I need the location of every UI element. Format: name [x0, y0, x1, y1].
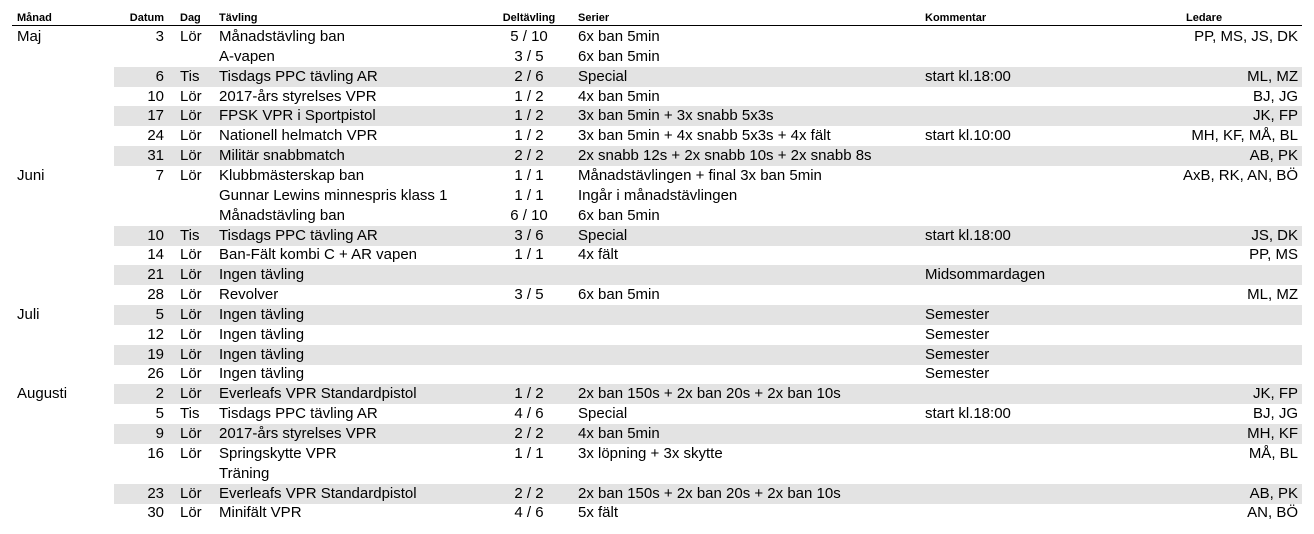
cell-kommentar: start kl.18:00 — [925, 67, 1011, 85]
cell-tavling: 2017-års styrelses VPR — [219, 425, 377, 442]
cell-dag: Lör — [180, 425, 202, 442]
cell-ledare — [1108, 364, 1298, 384]
cell-kommentar: start kl.10:00 — [925, 127, 1011, 145]
month-label: Juni — [17, 166, 45, 184]
table-row — [114, 166, 1302, 186]
table-row — [114, 503, 1302, 523]
cell-datum: 3 — [155, 28, 164, 45]
cell-datum: 7 — [155, 166, 164, 184]
cell-deltavling — [496, 265, 562, 285]
cell-tavling: Gunnar Lewins minnespris klass 1 — [219, 186, 448, 204]
cell-serier: 4x ban 5min — [578, 87, 660, 105]
cell-serier — [578, 464, 923, 484]
cell-datum: 19 — [147, 345, 164, 363]
cell-deltavling — [496, 325, 562, 345]
table-row — [114, 186, 1302, 206]
cell-tavling: Tisdags PPC tävling AR — [219, 67, 378, 85]
cell-tavling: Träning — [219, 464, 270, 482]
cell-serier — [578, 265, 923, 285]
cell-dag: Tis — [180, 226, 200, 244]
cell-deltavling: 1 / 2 — [514, 385, 544, 403]
table-row — [114, 206, 1302, 226]
cell-ledare: JK, FP — [1252, 107, 1298, 125]
cell-serier — [578, 345, 923, 365]
header-manad: Månad — [17, 12, 52, 24]
cell-deltavling: 1 / 1 — [514, 186, 544, 204]
cell-dag — [180, 206, 220, 226]
cell-kommentar — [925, 166, 1125, 186]
cell-dag: Lör — [180, 166, 202, 184]
cell-ledare: AxB, RK, AN, BÖ — [1182, 166, 1298, 184]
cell-deltavling: 4 / 6 — [514, 504, 544, 522]
cell-serier: 4x fält — [578, 246, 619, 264]
table-row — [114, 226, 1302, 246]
cell-ledare: AB, PK — [1249, 484, 1298, 502]
header-divider — [12, 25, 1302, 26]
cell-ledare: MH, KF — [1247, 425, 1298, 442]
cell-ledare — [1108, 345, 1298, 365]
cell-datum: 12 — [147, 325, 164, 343]
cell-datum — [114, 206, 164, 226]
table-row — [114, 47, 1302, 67]
cell-datum: 2 — [155, 385, 164, 403]
month-label: Juli — [17, 305, 40, 323]
table-row — [114, 285, 1302, 305]
header-deltavling: Deltävling — [502, 12, 556, 24]
cell-ledare — [1108, 305, 1298, 325]
cell-kommentar: start kl.18:00 — [925, 405, 1011, 423]
cell-deltavling: 4 / 6 — [514, 405, 544, 423]
table-row — [114, 345, 1302, 365]
cell-datum: 5 — [155, 305, 164, 323]
cell-ledare: MÅ, BL — [1248, 444, 1298, 462]
cell-deltavling: 1 / 1 — [514, 444, 544, 462]
cell-deltavling: 1 / 1 — [514, 246, 544, 264]
cell-tavling: Everleafs VPR Standardpistol — [219, 484, 417, 502]
cell-kommentar — [925, 87, 1125, 107]
table-row — [114, 305, 1302, 325]
cell-dag: Lör — [180, 246, 202, 264]
cell-deltavling: 1 / 1 — [514, 166, 544, 184]
cell-serier: 6x ban 5min — [578, 47, 660, 65]
header-serier: Serier — [578, 12, 610, 24]
cell-ledare: BJ, JG — [1252, 405, 1298, 423]
month-label: Augusti — [17, 385, 68, 403]
table-row — [114, 484, 1302, 504]
cell-tavling: Minifält VPR — [219, 504, 302, 522]
cell-datum: 9 — [155, 425, 164, 442]
cell-tavling: A-vapen — [219, 47, 275, 65]
cell-dag: Lör — [180, 385, 202, 403]
table-row — [114, 325, 1302, 345]
cell-serier: 3x ban 5min + 4x snabb 5x3s + 4x fält — [578, 127, 831, 145]
cell-dag: Lör — [180, 365, 202, 383]
cell-ledare — [1108, 325, 1298, 345]
cell-ledare: AN, BÖ — [1247, 504, 1298, 522]
cell-tavling: Springskytte VPR — [219, 444, 337, 462]
cell-datum: 10 — [147, 226, 164, 244]
cell-serier — [578, 305, 923, 325]
cell-tavling: Klubbmästerskap ban — [219, 166, 365, 184]
cell-deltavling — [496, 464, 562, 484]
cell-kommentar: Semester — [925, 365, 990, 383]
table-row — [114, 106, 1302, 126]
cell-kommentar — [925, 206, 1125, 226]
header-kommentar: Kommentar — [925, 12, 987, 24]
cell-kommentar — [925, 484, 1125, 504]
cell-ledare — [1108, 47, 1298, 67]
cell-kommentar: Semester — [925, 305, 990, 323]
cell-deltavling — [496, 345, 562, 365]
cell-serier: 5x fält — [578, 504, 619, 522]
cell-ledare: AB, PK — [1249, 147, 1298, 165]
cell-serier: Special — [578, 67, 628, 85]
cell-serier: 6x ban 5min — [578, 28, 660, 45]
table-row — [114, 404, 1302, 424]
table-row — [114, 126, 1302, 146]
cell-datum: 16 — [147, 444, 164, 462]
header-datum: Datum — [129, 12, 164, 24]
cell-kommentar — [925, 424, 1125, 444]
cell-ledare — [1108, 186, 1298, 206]
cell-deltavling: 3 / 6 — [514, 226, 544, 244]
cell-serier: 6x ban 5min — [578, 286, 660, 304]
cell-datum: 28 — [147, 286, 164, 304]
cell-tavling: Ingen tävling — [219, 305, 305, 323]
table-row — [114, 27, 1302, 47]
table-row — [114, 87, 1302, 107]
cell-datum: 23 — [147, 484, 164, 502]
cell-datum: 6 — [155, 67, 164, 85]
cell-dag: Tis — [180, 67, 200, 85]
cell-ledare: ML, MZ — [1247, 67, 1298, 85]
cell-kommentar: start kl.18:00 — [925, 226, 1011, 244]
cell-serier: 3x ban 5min + 3x snabb 5x3s — [578, 107, 774, 125]
cell-deltavling: 2 / 2 — [514, 425, 544, 442]
cell-dag: Lör — [180, 28, 202, 45]
cell-tavling: Månadstävling ban — [219, 206, 345, 224]
cell-dag: Lör — [180, 305, 202, 323]
cell-deltavling: 2 / 6 — [514, 67, 544, 85]
cell-deltavling: 6 / 10 — [510, 206, 548, 224]
cell-datum: 17 — [147, 107, 164, 125]
table-row — [114, 464, 1302, 484]
cell-kommentar — [925, 186, 1125, 206]
cell-serier — [578, 364, 923, 384]
cell-kommentar — [925, 444, 1125, 464]
table-row — [114, 265, 1302, 285]
table-row — [114, 384, 1302, 404]
cell-deltavling: 1 / 2 — [514, 87, 544, 105]
cell-serier: Special — [578, 226, 628, 244]
cell-tavling: Ingen tävling — [219, 345, 305, 363]
cell-dag: Tis — [180, 405, 200, 423]
cell-serier: 2x ban 150s + 2x ban 20s + 2x ban 10s — [578, 385, 841, 403]
cell-dag: Lör — [180, 286, 202, 304]
cell-serier — [578, 325, 923, 345]
cell-datum: 14 — [147, 246, 164, 264]
cell-datum: 21 — [147, 266, 164, 284]
cell-dag: Lör — [180, 444, 202, 462]
cell-datum: 26 — [147, 365, 164, 383]
cell-tavling: Ingen tävling — [219, 266, 305, 284]
cell-serier: Ingår i månadstävlingen — [578, 186, 738, 204]
table-row — [114, 424, 1302, 444]
cell-dag — [180, 186, 220, 206]
cell-ledare: MH, KF, MÅ, BL — [1191, 127, 1298, 145]
cell-ledare — [1108, 265, 1298, 285]
cell-serier: 6x ban 5min — [578, 206, 660, 224]
table-row — [114, 67, 1302, 87]
cell-tavling: Tisdags PPC tävling AR — [219, 226, 378, 244]
table-row — [114, 245, 1302, 265]
cell-kommentar — [925, 245, 1125, 265]
cell-dag: Lör — [180, 266, 202, 284]
cell-tavling: Ingen tävling — [219, 325, 305, 343]
cell-serier: Special — [578, 405, 628, 423]
cell-deltavling: 1 / 2 — [514, 127, 544, 145]
cell-dag: Lör — [180, 127, 202, 145]
cell-deltavling: 2 / 2 — [514, 147, 544, 165]
cell-kommentar — [925, 285, 1125, 305]
cell-tavling: Tisdags PPC tävling AR — [219, 405, 378, 423]
cell-datum — [114, 464, 164, 484]
cell-kommentar — [925, 47, 1125, 67]
cell-dag: Lör — [180, 325, 202, 343]
header-ledare: Ledare — [1186, 12, 1223, 24]
table-row — [114, 146, 1302, 166]
cell-dag: Lör — [180, 147, 202, 165]
cell-datum — [114, 47, 164, 67]
cell-deltavling: 5 / 10 — [510, 28, 548, 45]
cell-tavling: Ingen tävling — [219, 365, 305, 383]
cell-ledare: ML, MZ — [1247, 286, 1298, 304]
cell-datum: 24 — [147, 127, 164, 145]
cell-kommentar — [925, 503, 1125, 523]
cell-kommentar: Midsommardagen — [925, 266, 1046, 284]
cell-deltavling: 3 / 5 — [514, 286, 544, 304]
cell-kommentar — [925, 146, 1125, 166]
cell-dag: Lör — [180, 107, 202, 125]
cell-deltavling: 2 / 2 — [514, 484, 544, 502]
cell-ledare: JK, FP — [1252, 385, 1298, 403]
cell-kommentar: Semester — [925, 345, 990, 363]
cell-serier: Månadstävlingen + final 3x ban 5min — [578, 166, 822, 184]
cell-dag: Lör — [180, 345, 202, 363]
cell-tavling: Everleafs VPR Standardpistol — [219, 385, 417, 403]
cell-dag: Lör — [180, 504, 202, 522]
cell-tavling: 2017-års styrelses VPR — [219, 87, 377, 105]
cell-ledare: JS, DK — [1251, 226, 1298, 244]
cell-serier: 4x ban 5min — [578, 425, 660, 442]
month-label: Maj — [17, 28, 42, 45]
cell-tavling: Månadstävling ban — [219, 28, 345, 45]
cell-tavling: FPSK VPR i Sportpistol — [219, 107, 376, 125]
cell-kommentar — [925, 27, 1125, 47]
cell-serier: 3x löpning + 3x skytte — [578, 444, 723, 462]
cell-deltavling: 1 / 2 — [514, 107, 544, 125]
cell-serier: 2x snabb 12s + 2x snabb 10s + 2x snabb 8s — [578, 147, 872, 165]
header-dag: Dag — [180, 12, 201, 24]
cell-deltavling — [496, 305, 562, 325]
cell-dag: Lör — [180, 87, 202, 105]
cell-kommentar — [925, 384, 1125, 404]
cell-datum: 30 — [147, 504, 164, 522]
cell-ledare — [1108, 464, 1298, 484]
table-row — [114, 444, 1302, 464]
cell-ledare — [1108, 206, 1298, 226]
cell-ledare: PP, MS — [1249, 246, 1298, 264]
cell-dag — [180, 47, 220, 67]
cell-deltavling: 3 / 5 — [514, 47, 544, 65]
cell-ledare: BJ, JG — [1252, 87, 1298, 105]
cell-kommentar — [925, 464, 1125, 484]
cell-tavling: Ban-Fält kombi C + AR vapen — [219, 246, 418, 264]
cell-kommentar — [925, 106, 1125, 126]
cell-datum: 5 — [155, 405, 164, 423]
cell-dag — [180, 464, 220, 484]
cell-deltavling — [496, 364, 562, 384]
cell-tavling: Revolver — [219, 286, 279, 304]
cell-serier: 2x ban 150s + 2x ban 20s + 2x ban 10s — [578, 484, 841, 502]
cell-ledare: PP, MS, JS, DK — [1194, 28, 1298, 45]
header-tavling: Tävling — [219, 12, 258, 24]
table-row — [114, 364, 1302, 384]
cell-datum: 31 — [147, 147, 164, 165]
cell-dag: Lör — [180, 484, 202, 502]
cell-tavling: Nationell helmatch VPR — [219, 127, 378, 145]
cell-kommentar: Semester — [925, 325, 990, 343]
cell-datum: 10 — [147, 87, 164, 105]
cell-tavling: Militär snabbmatch — [219, 147, 345, 165]
cell-datum — [114, 186, 164, 206]
